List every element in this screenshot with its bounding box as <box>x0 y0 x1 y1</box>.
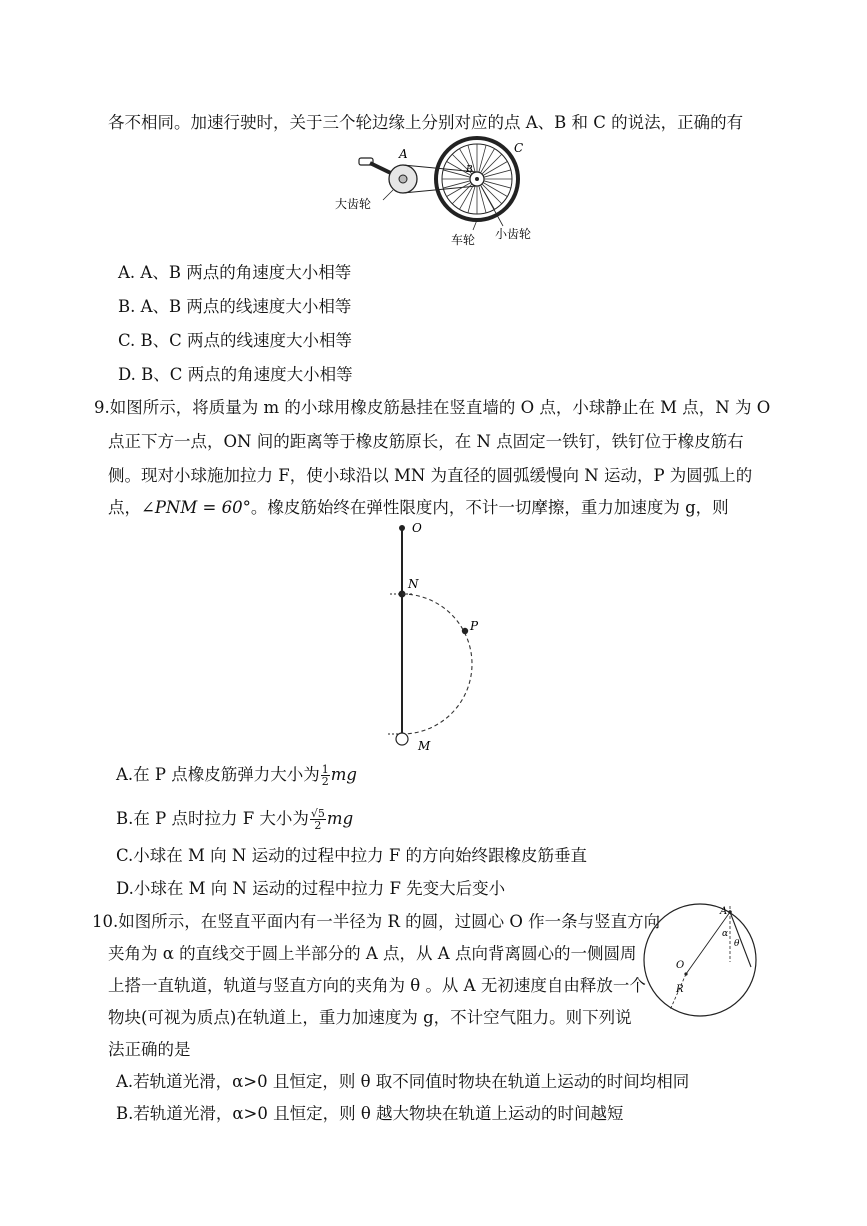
q10-option-a: A.若轨道光滑，α>0 且恒定，则 θ 取不同值时物块在轨道上运动的时间均相同 <box>116 1072 690 1091</box>
wheel-spoke <box>479 145 486 172</box>
q9-angle-math: ∠PNM = 60° <box>141 498 251 517</box>
wheel-spoke <box>447 183 471 197</box>
q10-line-5: 法正确的是 <box>108 1040 191 1059</box>
q10-line-2: 夹角为 α 的直线交于圆上半部分的 A 点，从 A 点向背离圆心的一侧圆周 <box>108 944 637 963</box>
q9-line-3: 侧。现对小球施加拉力 F，使小球沿以 MN 为直径的圆弧缓慢向 N 运动，P 为圆弧上的 <box>108 466 753 485</box>
radius-OA <box>686 912 730 974</box>
label-N: N <box>408 577 419 591</box>
q9-option-b: B.在 P 点时拉力 F 大小为 $\frac{√5}{2}$ mg <box>116 807 354 832</box>
q8-option-d: D. B、C 两点的角速度大小相等 <box>118 365 353 384</box>
wheel-spoke <box>482 154 502 174</box>
wheel-spoke <box>479 186 486 213</box>
bicycle-gear-figure <box>335 138 535 248</box>
q8-stem-tail: 各不相同。加速行驶时，关于三个轮边缘上分别对应的点 A、B 和 C 的说法，正确的有 <box>108 113 744 132</box>
q9-line4-post: 。橡皮筋始终在弹性限度内，不计一切摩擦，重力加速度为 g，则 <box>250 498 729 517</box>
q9-line-1: 9.如图所示，将质量为 m 的小球用橡皮筋悬挂在竖直墙的 O 点，小球静止在 M 点，N 为 O <box>94 398 771 417</box>
point-P <box>462 628 468 634</box>
q9-option-c: C.小球在 M 向 N 运动的过程中拉力 F 的方向始终跟橡皮筋垂直 <box>116 846 588 865</box>
label-R: R <box>676 984 684 995</box>
wheel-spoke <box>468 186 475 213</box>
fraction-half: $\frac{1}{2}$ <box>321 763 329 788</box>
label-A: A <box>720 906 728 917</box>
wheel-spoke <box>481 149 495 173</box>
label-alpha: α <box>722 929 729 939</box>
arc-MN <box>402 594 472 734</box>
label-big-gear: 大齿轮 <box>335 197 372 211</box>
q8-option-b: B. A、B 两点的线速度大小相等 <box>118 297 352 316</box>
q10-line-1: 10.如图所示，在竖直平面内有一半径为 R 的圆，过圆心 O 作一条与竖直方向 <box>92 912 661 931</box>
label-M: M <box>418 739 431 753</box>
circle-track-figure <box>630 902 760 1014</box>
q9-line-4 <box>108 497 729 519</box>
label-wheel: 车轮 <box>451 233 476 247</box>
label-B: B <box>466 165 473 175</box>
q10-option-b: B.若轨道光滑，α>0 且恒定，则 θ 越大物块在轨道上运动的时间越短 <box>116 1104 624 1123</box>
q10-line-4: 物块(可视为质点)在轨道上，重力加速度为 g，不计空气阻力。则下列说 <box>108 1008 632 1027</box>
q9-option-d: D.小球在 M 向 N 运动的过程中拉力 F 先变大后变小 <box>116 879 506 898</box>
q10-line-3: 上搭一直轨道，轨道与竖直方向的夹角为 θ 。从 A 无初速度自由释放一个 <box>108 976 646 995</box>
label-small-gear: 小齿轮 <box>495 227 532 241</box>
q9-line-2: 点正下方一点，ON 间的距离等于橡皮筋原长，在 N 点固定一铁钉，铁钉位于橡皮筋右 <box>108 432 744 451</box>
q8-option-a: A. A、B 两点的角速度大小相等 <box>118 263 352 282</box>
label-theta: θ <box>734 939 740 949</box>
wheel-spoke <box>484 170 511 177</box>
wheel-spoke <box>484 181 511 188</box>
circle-shape <box>644 904 756 1016</box>
wheel-spoke <box>483 183 507 197</box>
q8-option-c: C. B、C 两点的线速度大小相等 <box>118 331 353 350</box>
wheel-spoke <box>460 185 474 209</box>
fraction-sqrt5-half: $\frac{√5}{2}$ <box>310 807 325 832</box>
q9-option-a: A.在 P 点橡皮筋弹力大小为 $\frac{1}{2}$ mg <box>116 763 357 788</box>
label-O: O <box>676 960 685 971</box>
point-O <box>399 525 405 531</box>
ball-M <box>396 733 408 745</box>
label-O: O <box>412 521 422 535</box>
label-P: P <box>470 619 479 633</box>
rubber-band-figure <box>380 518 490 754</box>
wheel-spoke <box>483 162 507 176</box>
label-A: A <box>399 147 408 161</box>
label-C: C <box>514 141 524 155</box>
q9-line4-pre: 点， <box>108 498 141 517</box>
